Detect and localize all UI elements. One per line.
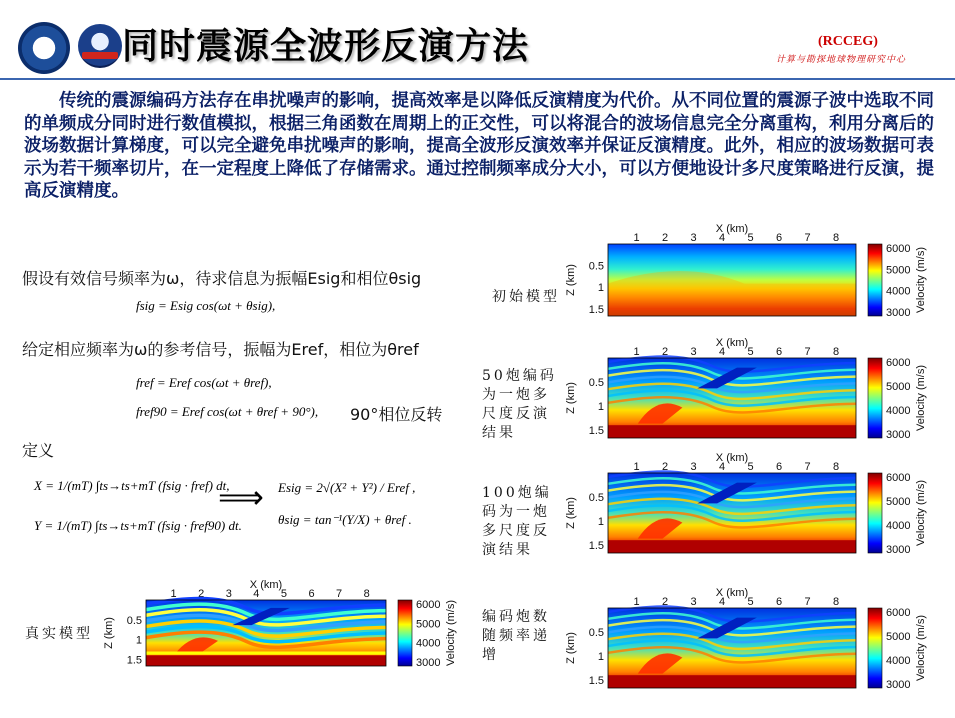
institute-name: 计算与勘探地球物理研究中心: [776, 55, 907, 65]
x-tick-label: 2: [661, 346, 669, 358]
colorbar-label: Velocity (m/s): [915, 479, 927, 547]
z-tick-label: 1: [597, 516, 604, 528]
x-tick-label: 1: [633, 461, 640, 473]
page-title: 同时震源全波形反演方法: [122, 26, 530, 67]
velocity-model-initial: [562, 222, 927, 332]
z-tick-label: 0.5: [126, 614, 142, 627]
equation-Esig: Esig = 2√(X² + Y²) / Eref ,: [278, 480, 416, 495]
z-tick-label: 1.5: [126, 654, 142, 667]
x-tick-label: 7: [804, 596, 811, 608]
definition-label: 定义: [22, 441, 55, 460]
x-tick-label: 8: [832, 346, 840, 358]
colorbar: [868, 358, 882, 438]
university-logo: [18, 22, 70, 74]
panel-label-inv100: 100炮编码为一炮多尺度反演结果: [482, 485, 552, 558]
x-tick-label: 8: [363, 588, 370, 600]
basement: [608, 425, 856, 438]
basement: [146, 655, 386, 666]
x-tick-label: 4: [718, 596, 726, 608]
z-tick-label: 1: [135, 634, 142, 647]
panel-label-true: 真实模型: [25, 626, 93, 642]
panel-label-invfreq: 编码炮数随频率递增: [482, 609, 550, 663]
equation-Y: Y = 1/(mT) ∫ts→ts+mT (fsig · fref90) dt.: [34, 518, 242, 533]
equation-fref: fref = Eref cos(ωt + θref),: [136, 375, 272, 390]
colorbar-tick-label: 6000: [886, 243, 911, 255]
institute-logo: [78, 24, 122, 68]
colorbar-tick-label: 5000: [886, 381, 911, 393]
colorbar-tick-label: 4000: [416, 637, 441, 650]
z-tick-label: 1.5: [588, 675, 604, 687]
z-tick-label: 1.5: [588, 425, 604, 437]
z-tick-label: 1.5: [588, 303, 604, 316]
implies-arrow: ⟹: [218, 478, 264, 516]
x-tick-label: 8: [832, 461, 840, 473]
colorbar: [868, 244, 882, 316]
x-tick-label: 4: [253, 588, 260, 600]
velocity-model-inv100: [562, 451, 927, 563]
x-tick-label: 2: [661, 232, 669, 244]
colorbar-tick-label: 4000: [886, 285, 911, 298]
equation-fsig: fsig = Esig cos(ωt + θsig),: [136, 298, 276, 313]
header-rule: [0, 78, 955, 80]
colorbar-tick-label: 4000: [886, 655, 911, 667]
colorbar: [868, 608, 882, 688]
colorbar-label: Velocity (m/s): [915, 246, 927, 314]
x-tick-label: 5: [280, 588, 287, 600]
x-tick-label: 6: [308, 588, 315, 600]
colorbar-label: Velocity (m/s): [915, 364, 927, 432]
x-tick-label: 8: [832, 596, 840, 608]
colorbar-tick-label: 3000: [886, 544, 911, 556]
colorbar-tick-label: 4000: [886, 520, 911, 532]
x-axis-label: X (km): [715, 452, 749, 464]
x-axis-label: X (km): [715, 337, 749, 349]
colorbar: [398, 600, 412, 666]
colorbar-tick-label: 5000: [886, 496, 911, 508]
x-tick-label: 5: [747, 461, 754, 473]
intro-paragraph: 传统的震源编码方法存在串扰噪声的影响，提高效率是以降低反演精度为代价。从不同位置的震源子波中选取不同的单频成分同时进行数值模拟，根据三角函数在周期上的正交性，可以将混合的波场信息完全分离重构，利用分离后的波场数据计算梯度，可以完全避免串扰噪声的影响，提高全波形反演效率并保证反演精度。此外，相应的波场数据可表示为若干频率切片，在一定程度上降低了存储需求。通过控制频率成分大小，可以方便地设计多尺度策略进行反演，提高反演精度。: [24, 91, 934, 201]
basement: [608, 540, 856, 553]
colorbar-tick-label: 6000: [886, 357, 911, 369]
x-tick-label: 6: [775, 232, 783, 244]
z-tick-label: 0.5: [588, 627, 604, 639]
x-tick-label: 4: [718, 461, 726, 473]
z-axis-label: Z (km): [565, 632, 577, 664]
colorbar-label: Velocity (m/s): [445, 599, 457, 667]
z-tick-label: 1: [597, 651, 604, 663]
x-tick-label: 3: [690, 232, 697, 244]
colorbar-tick-label: 6000: [416, 599, 441, 611]
z-tick-label: 0.5: [588, 377, 604, 389]
z-axis-label: Z (km): [565, 497, 577, 529]
x-tick-label: 3: [690, 461, 697, 473]
x-tick-label: 6: [775, 346, 783, 358]
z-axis-label: Z (km): [565, 264, 577, 296]
institute-abbreviation: (RCCEG): [818, 34, 878, 49]
equation-X: X = 1/(mT) ∫ts→ts+mT (fsig · fref) dt,: [34, 478, 230, 493]
x-tick-label: 3: [225, 588, 232, 600]
velocity-model-true: [100, 578, 460, 678]
signal-assumption-text: 假设有效信号频率为ω，待求信息为振幅Esig和相位θsig: [22, 269, 422, 288]
x-tick-label: 2: [661, 596, 669, 608]
x-tick-label: 4: [718, 232, 726, 244]
x-axis-label: X (km): [715, 587, 749, 599]
x-axis-label: X (km): [715, 223, 749, 235]
x-tick-label: 7: [804, 346, 811, 358]
x-tick-label: 1: [633, 346, 640, 358]
x-tick-label: 7: [804, 461, 811, 473]
z-axis-label: Z (km): [565, 382, 577, 414]
panel-label-initial: 初始模型: [492, 289, 560, 305]
colorbar-tick-label: 5000: [886, 631, 911, 643]
x-tick-label: 1: [170, 588, 177, 600]
x-tick-label: 5: [747, 232, 754, 244]
x-axis-label: X (km): [249, 579, 283, 591]
x-tick-label: 3: [690, 596, 697, 608]
x-tick-label: 8: [832, 232, 840, 244]
colorbar-tick-label: 4000: [886, 405, 911, 417]
x-tick-label: 5: [747, 346, 754, 358]
x-tick-label: 5: [747, 596, 754, 608]
z-axis-label: Z (km): [103, 617, 115, 649]
velocity-model-invfreq: [562, 586, 927, 700]
x-tick-label: 2: [661, 461, 669, 473]
colorbar: [868, 473, 882, 553]
reference-signal-text: 给定相应频率为ω的参考信号，振幅为Eref，相位为θref: [22, 340, 419, 359]
z-tick-label: 1.5: [588, 540, 604, 552]
z-tick-label: 0.5: [588, 260, 604, 273]
colorbar-tick-label: 3000: [886, 429, 911, 441]
colorbar-tick-label: 5000: [416, 618, 441, 631]
panel-label-inv50: 50炮编码为一炮多尺度反演结果: [482, 368, 557, 441]
velocity-model-inv50: [562, 336, 927, 448]
colorbar-tick-label: 6000: [886, 472, 911, 484]
x-tick-label: 7: [804, 232, 811, 244]
x-tick-label: 1: [633, 596, 640, 608]
basement: [608, 675, 856, 688]
equation-fref90: fref90 = Eref cos(ωt + θref + 90°),: [136, 404, 319, 419]
x-tick-label: 4: [718, 346, 726, 358]
colorbar-tick-label: 6000: [886, 607, 911, 619]
colorbar-tick-label: 5000: [886, 264, 911, 277]
x-tick-label: 3: [690, 346, 697, 358]
colorbar-label: Velocity (m/s): [915, 614, 927, 682]
equation-theta-sig: θsig = tan⁻¹(Y/X) + θref .: [278, 512, 412, 527]
x-tick-label: 1: [633, 232, 640, 244]
x-tick-label: 2: [198, 588, 205, 600]
x-tick-label: 6: [775, 461, 783, 473]
z-tick-label: 1: [597, 282, 604, 295]
z-tick-label: 1: [597, 401, 604, 413]
colorbar-tick-label: 3000: [416, 657, 441, 669]
colorbar-tick-label: 3000: [886, 679, 911, 691]
x-tick-label: 6: [775, 596, 783, 608]
x-tick-label: 7: [336, 588, 343, 600]
colorbar-tick-label: 3000: [886, 307, 911, 319]
phase-shift-note: 90°相位反转: [350, 405, 443, 424]
z-tick-label: 0.5: [588, 492, 604, 504]
basement-top: [146, 651, 386, 654]
